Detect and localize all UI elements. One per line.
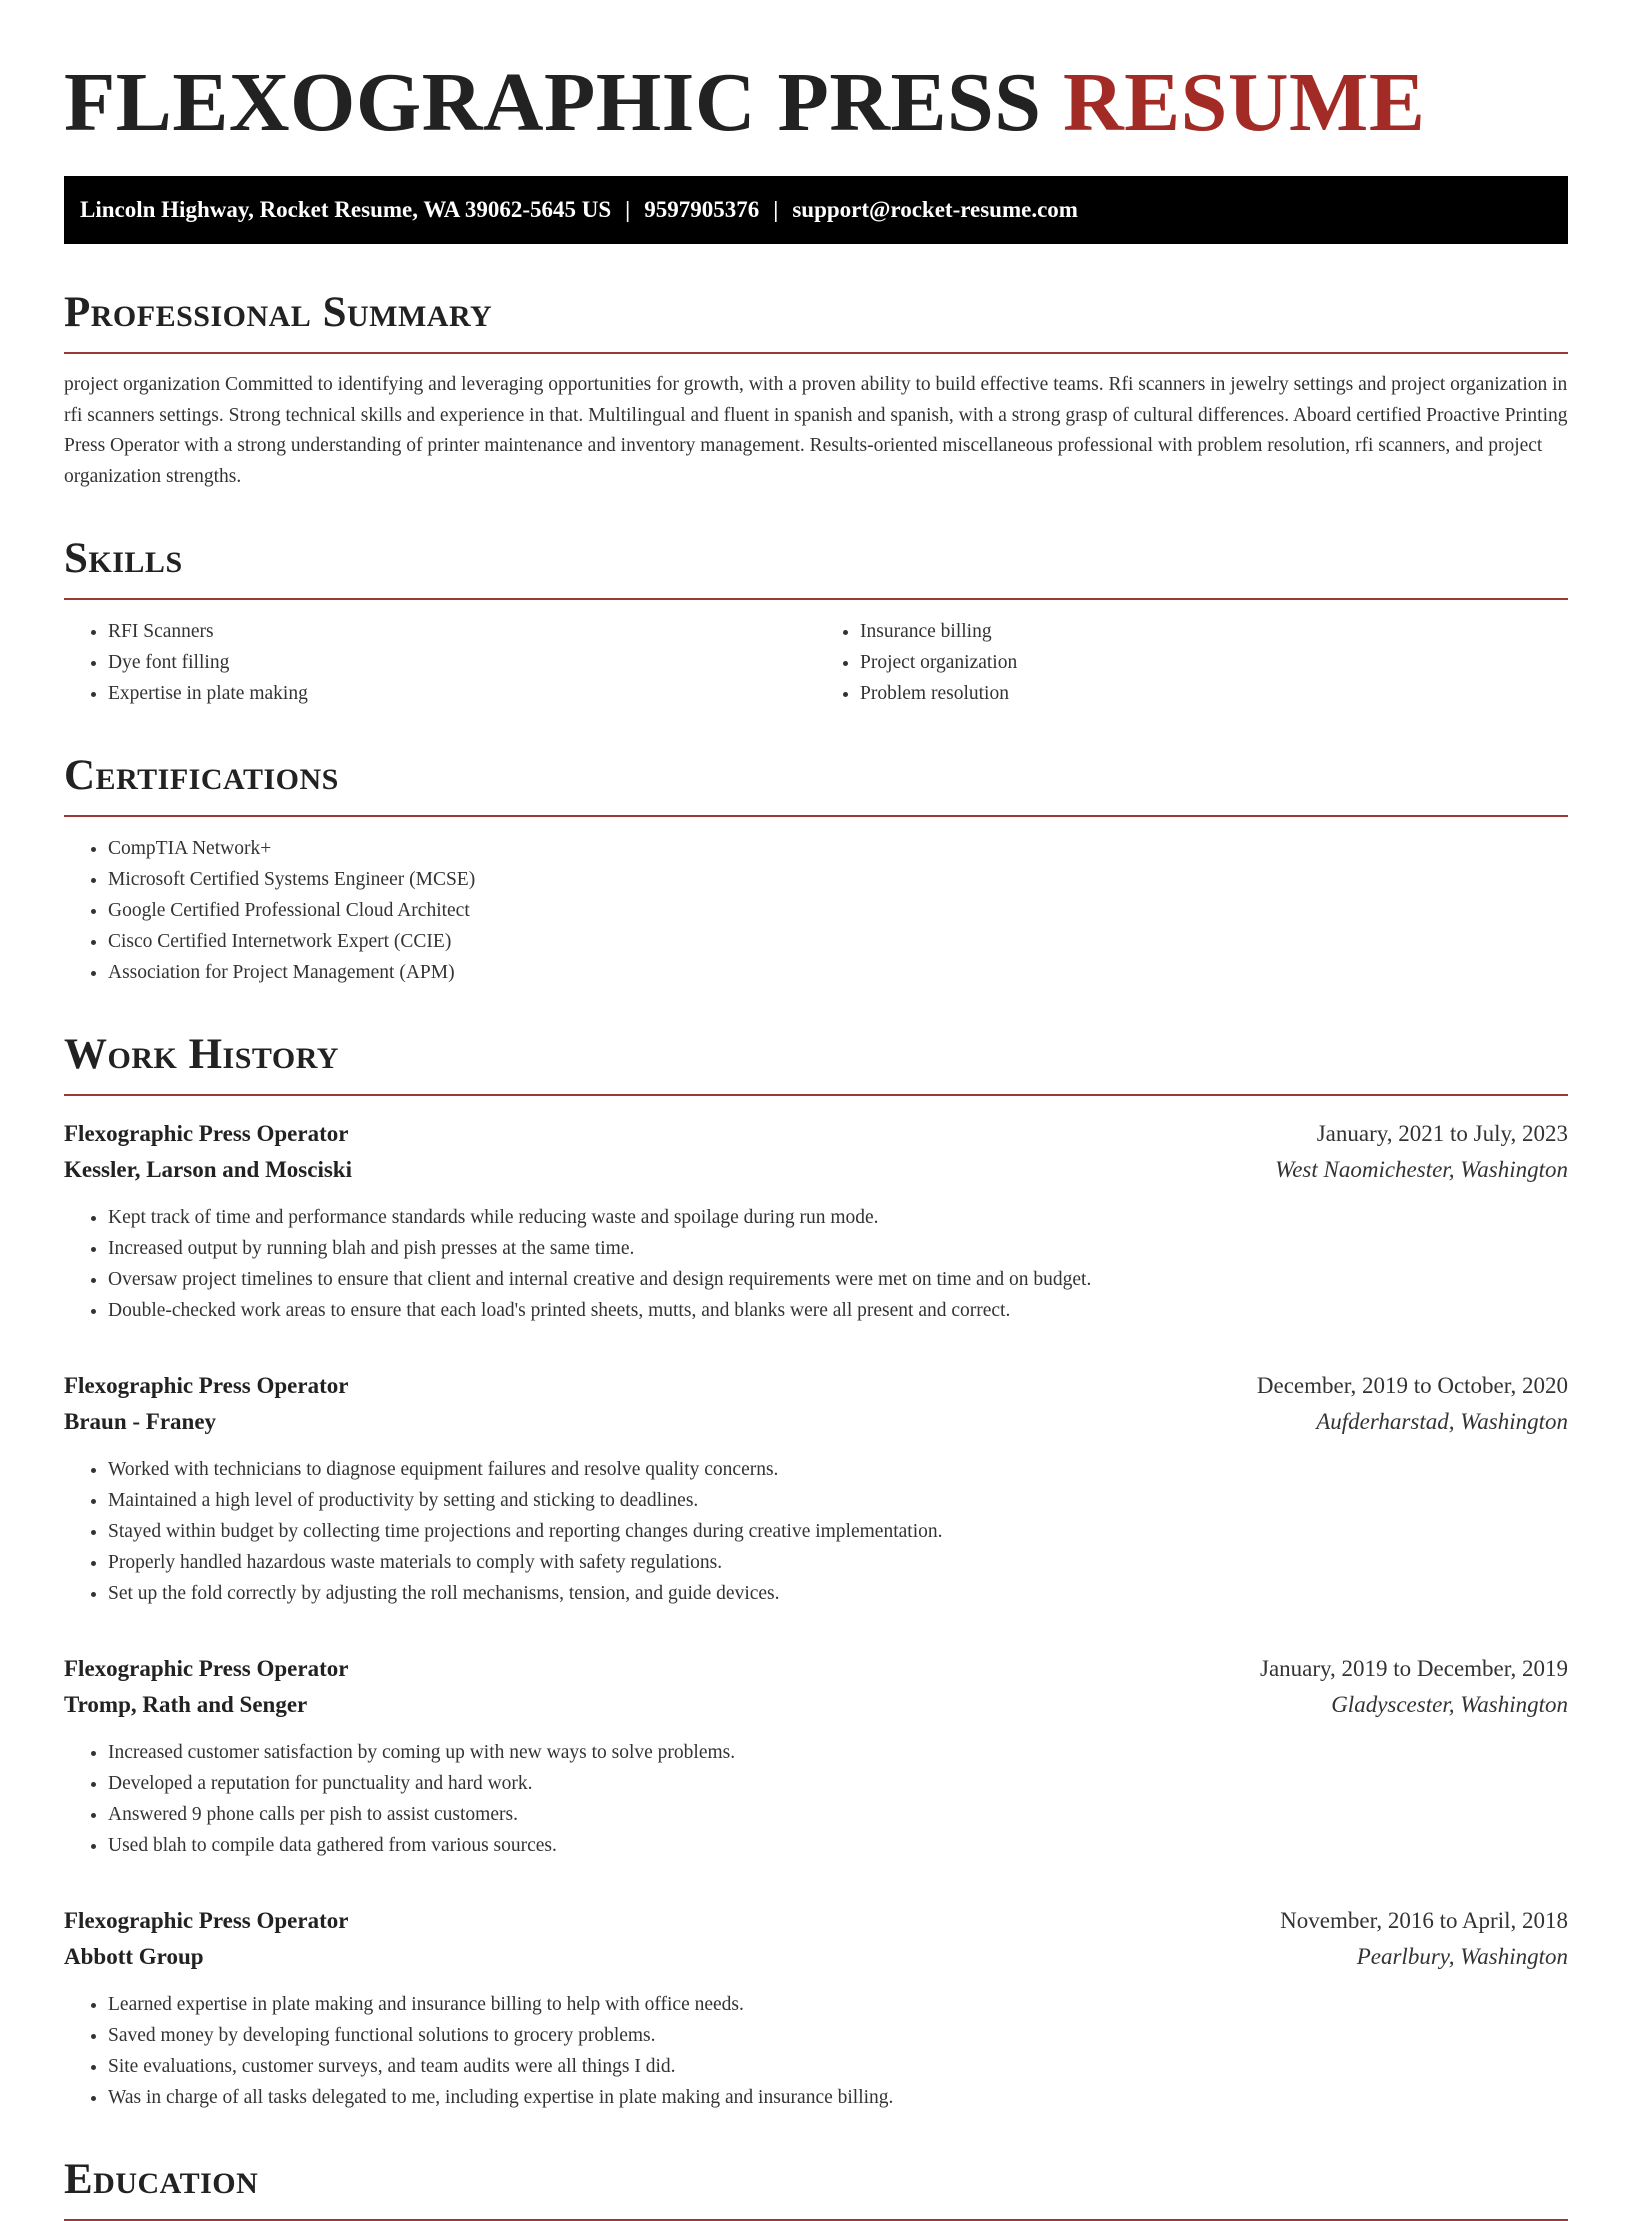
job-title: Flexographic Press Operator xyxy=(64,1373,349,1398)
job-title: Flexographic Press Operator xyxy=(64,1908,349,1933)
job-duty: • Maintained a high level of productivity by setting and sticking to deadlines. xyxy=(108,1485,1568,1516)
skills-grid xyxy=(64,616,1568,709)
title-main: FLEXOGRAPHIC PRESS xyxy=(64,56,1042,149)
job-duty: • Worked with technicians to diagnose equipment failures and resolve quality concerns. xyxy=(108,1454,1568,1485)
skill-item: • RFI Scanners xyxy=(108,616,816,647)
job-duties-list xyxy=(64,1454,1568,1609)
contact-phone: 9597905376 xyxy=(644,197,760,222)
contact-bar xyxy=(64,176,1568,244)
certifications-section xyxy=(64,751,1568,988)
section-heading-skills: Skills xyxy=(64,534,1568,600)
job-duties-list xyxy=(64,1202,1568,1326)
section-heading-summary: Professional Summary xyxy=(64,288,1568,354)
skill-item: • Expertise in plate making xyxy=(108,678,816,709)
certification-item: • Association for Project Management (APM) xyxy=(108,957,1568,988)
title-accent: RESUME xyxy=(1062,56,1426,149)
summary-text: project organization Committed to identifying and leveraging opportunities for growth, with a proven ability to build effective teams. Rfi scanners in jewelry settings and project organization in rfi scanners settings. Strong technical skills and experience in that. Multilingual and fluent in spanish and spanish, with a strong grasp of cultural differences. Aboard certified Proactive Printing Press Operator with a strong understanding of printer maintenance and inventory management. Results-oriented miscellaneous professional with problem resolution, rfi scanners, and project organization strengths. xyxy=(64,374,1568,487)
certification-item: • Microsoft Certified Systems Engineer (MCSE) xyxy=(108,864,1568,895)
job-company-row xyxy=(64,1152,1568,1188)
job-company: Kessler, Larson and Mosciski xyxy=(64,1157,352,1182)
job-duty: • Increased output by running blah and pish presses at the same time. xyxy=(108,1233,1568,1264)
resume-title xyxy=(64,58,1568,148)
professional-summary-section xyxy=(64,288,1568,492)
job-duty: • Increased customer satisfaction by coming up with new ways to solve problems. xyxy=(108,1737,1568,1768)
job-duty: • Answered 9 phone calls per pish to assist customers. xyxy=(108,1799,1568,1830)
job-duty: • Site evaluations, customer surveys, and team audits were all things I did. xyxy=(108,2051,1568,2082)
education-section xyxy=(64,2155,1568,2221)
section-heading-education: Education xyxy=(64,2155,1568,2221)
job-duty: • Kept track of time and performance standards while reducing waste and spoilage during run mode. xyxy=(108,1202,1568,1233)
job-duty: • Developed a reputation for punctuality and hard work. xyxy=(108,1768,1568,1799)
job-duty: • Stayed within budget by collecting time projections and reporting changes during creative implementation. xyxy=(108,1516,1568,1547)
skills-list-right xyxy=(816,616,1568,709)
job-duty: • Used blah to compile data gathered from various sources. xyxy=(108,1830,1568,1861)
job-title: Flexographic Press Operator xyxy=(64,1121,349,1146)
job-duty: • Set up the fold correctly by adjusting the roll mechanisms, tension, and guide devices. xyxy=(108,1578,1568,1609)
resume-page xyxy=(64,0,1568,2221)
job-location: Aufderharstad, Washington xyxy=(1316,1409,1568,1434)
skill-item: • Project organization xyxy=(860,647,1568,678)
job-dates: November, 2016 to April, 2018 xyxy=(1280,1908,1568,1933)
contact-separator: | xyxy=(773,197,779,222)
job-duty: • Saved money by developing functional solutions to grocery problems. xyxy=(108,2020,1568,2051)
section-heading-certifications: Certifications xyxy=(64,751,1568,817)
job-company-row xyxy=(64,1404,1568,1440)
section-heading-work-history: Work History xyxy=(64,1030,1568,1096)
job-company: Braun - Franey xyxy=(64,1409,217,1434)
job-title-row xyxy=(64,1651,1568,1687)
job-dates: January, 2021 to July, 2023 xyxy=(1316,1121,1568,1146)
job-duty: • Learned expertise in plate making and insurance billing to help with office needs. xyxy=(108,1989,1568,2020)
skill-item: • Dye font filling xyxy=(108,647,816,678)
job-entry xyxy=(64,1116,1568,1326)
job-dates: December, 2019 to October, 2020 xyxy=(1256,1373,1568,1398)
certification-item: • Google Certified Professional Cloud Architect xyxy=(108,895,1568,926)
certifications-list xyxy=(64,833,1568,988)
certification-item: • Cisco Certified Internetwork Expert (CCIE) xyxy=(108,926,1568,957)
job-entry xyxy=(64,1368,1568,1609)
job-company-row xyxy=(64,1687,1568,1723)
job-company: Abbott Group xyxy=(64,1944,204,1969)
job-entry xyxy=(64,1903,1568,2113)
job-company-row xyxy=(64,1939,1568,1975)
job-title: Flexographic Press Operator xyxy=(64,1656,349,1681)
job-duties-list xyxy=(64,1737,1568,1861)
job-location: West Naomichester, Washington xyxy=(1275,1157,1568,1182)
job-location: Gladyscester, Washington xyxy=(1331,1692,1568,1717)
skills-list-left xyxy=(64,616,816,709)
job-location: Pearlbury, Washington xyxy=(1356,1944,1568,1969)
job-duty: • Oversaw project timelines to ensure that client and internal creative and design requirements were met on time and on budget. xyxy=(108,1264,1568,1295)
job-dates: January, 2019 to December, 2019 xyxy=(1260,1656,1568,1681)
job-title-row xyxy=(64,1903,1568,1939)
job-duty: • Was in charge of all tasks delegated to me, including expertise in plate making and insurance billing. xyxy=(108,2082,1568,2113)
skill-item: • Insurance billing xyxy=(860,616,1568,647)
work-history-section xyxy=(64,1030,1568,2113)
contact-email[interactable]: support@rocket-resume.com xyxy=(792,197,1078,222)
skill-item: • Problem resolution xyxy=(860,678,1568,709)
job-title-row xyxy=(64,1116,1568,1152)
skills-section xyxy=(64,534,1568,709)
job-duty: • Double-checked work areas to ensure that each load's printed sheets, mutts, and blanks were all present and correct. xyxy=(108,1295,1568,1326)
job-title-row xyxy=(64,1368,1568,1404)
job-duties-list xyxy=(64,1989,1568,2113)
contact-separator: | xyxy=(625,197,631,222)
contact-address: Lincoln Highway, Rocket Resume, WA 39062-5645 US xyxy=(80,197,612,222)
job-entry xyxy=(64,1651,1568,1861)
job-duty: • Properly handled hazardous waste materials to comply with safety regulations. xyxy=(108,1547,1568,1578)
job-company: Tromp, Rath and Senger xyxy=(64,1692,308,1717)
certification-item: • CompTIA Network+ xyxy=(108,833,1568,864)
